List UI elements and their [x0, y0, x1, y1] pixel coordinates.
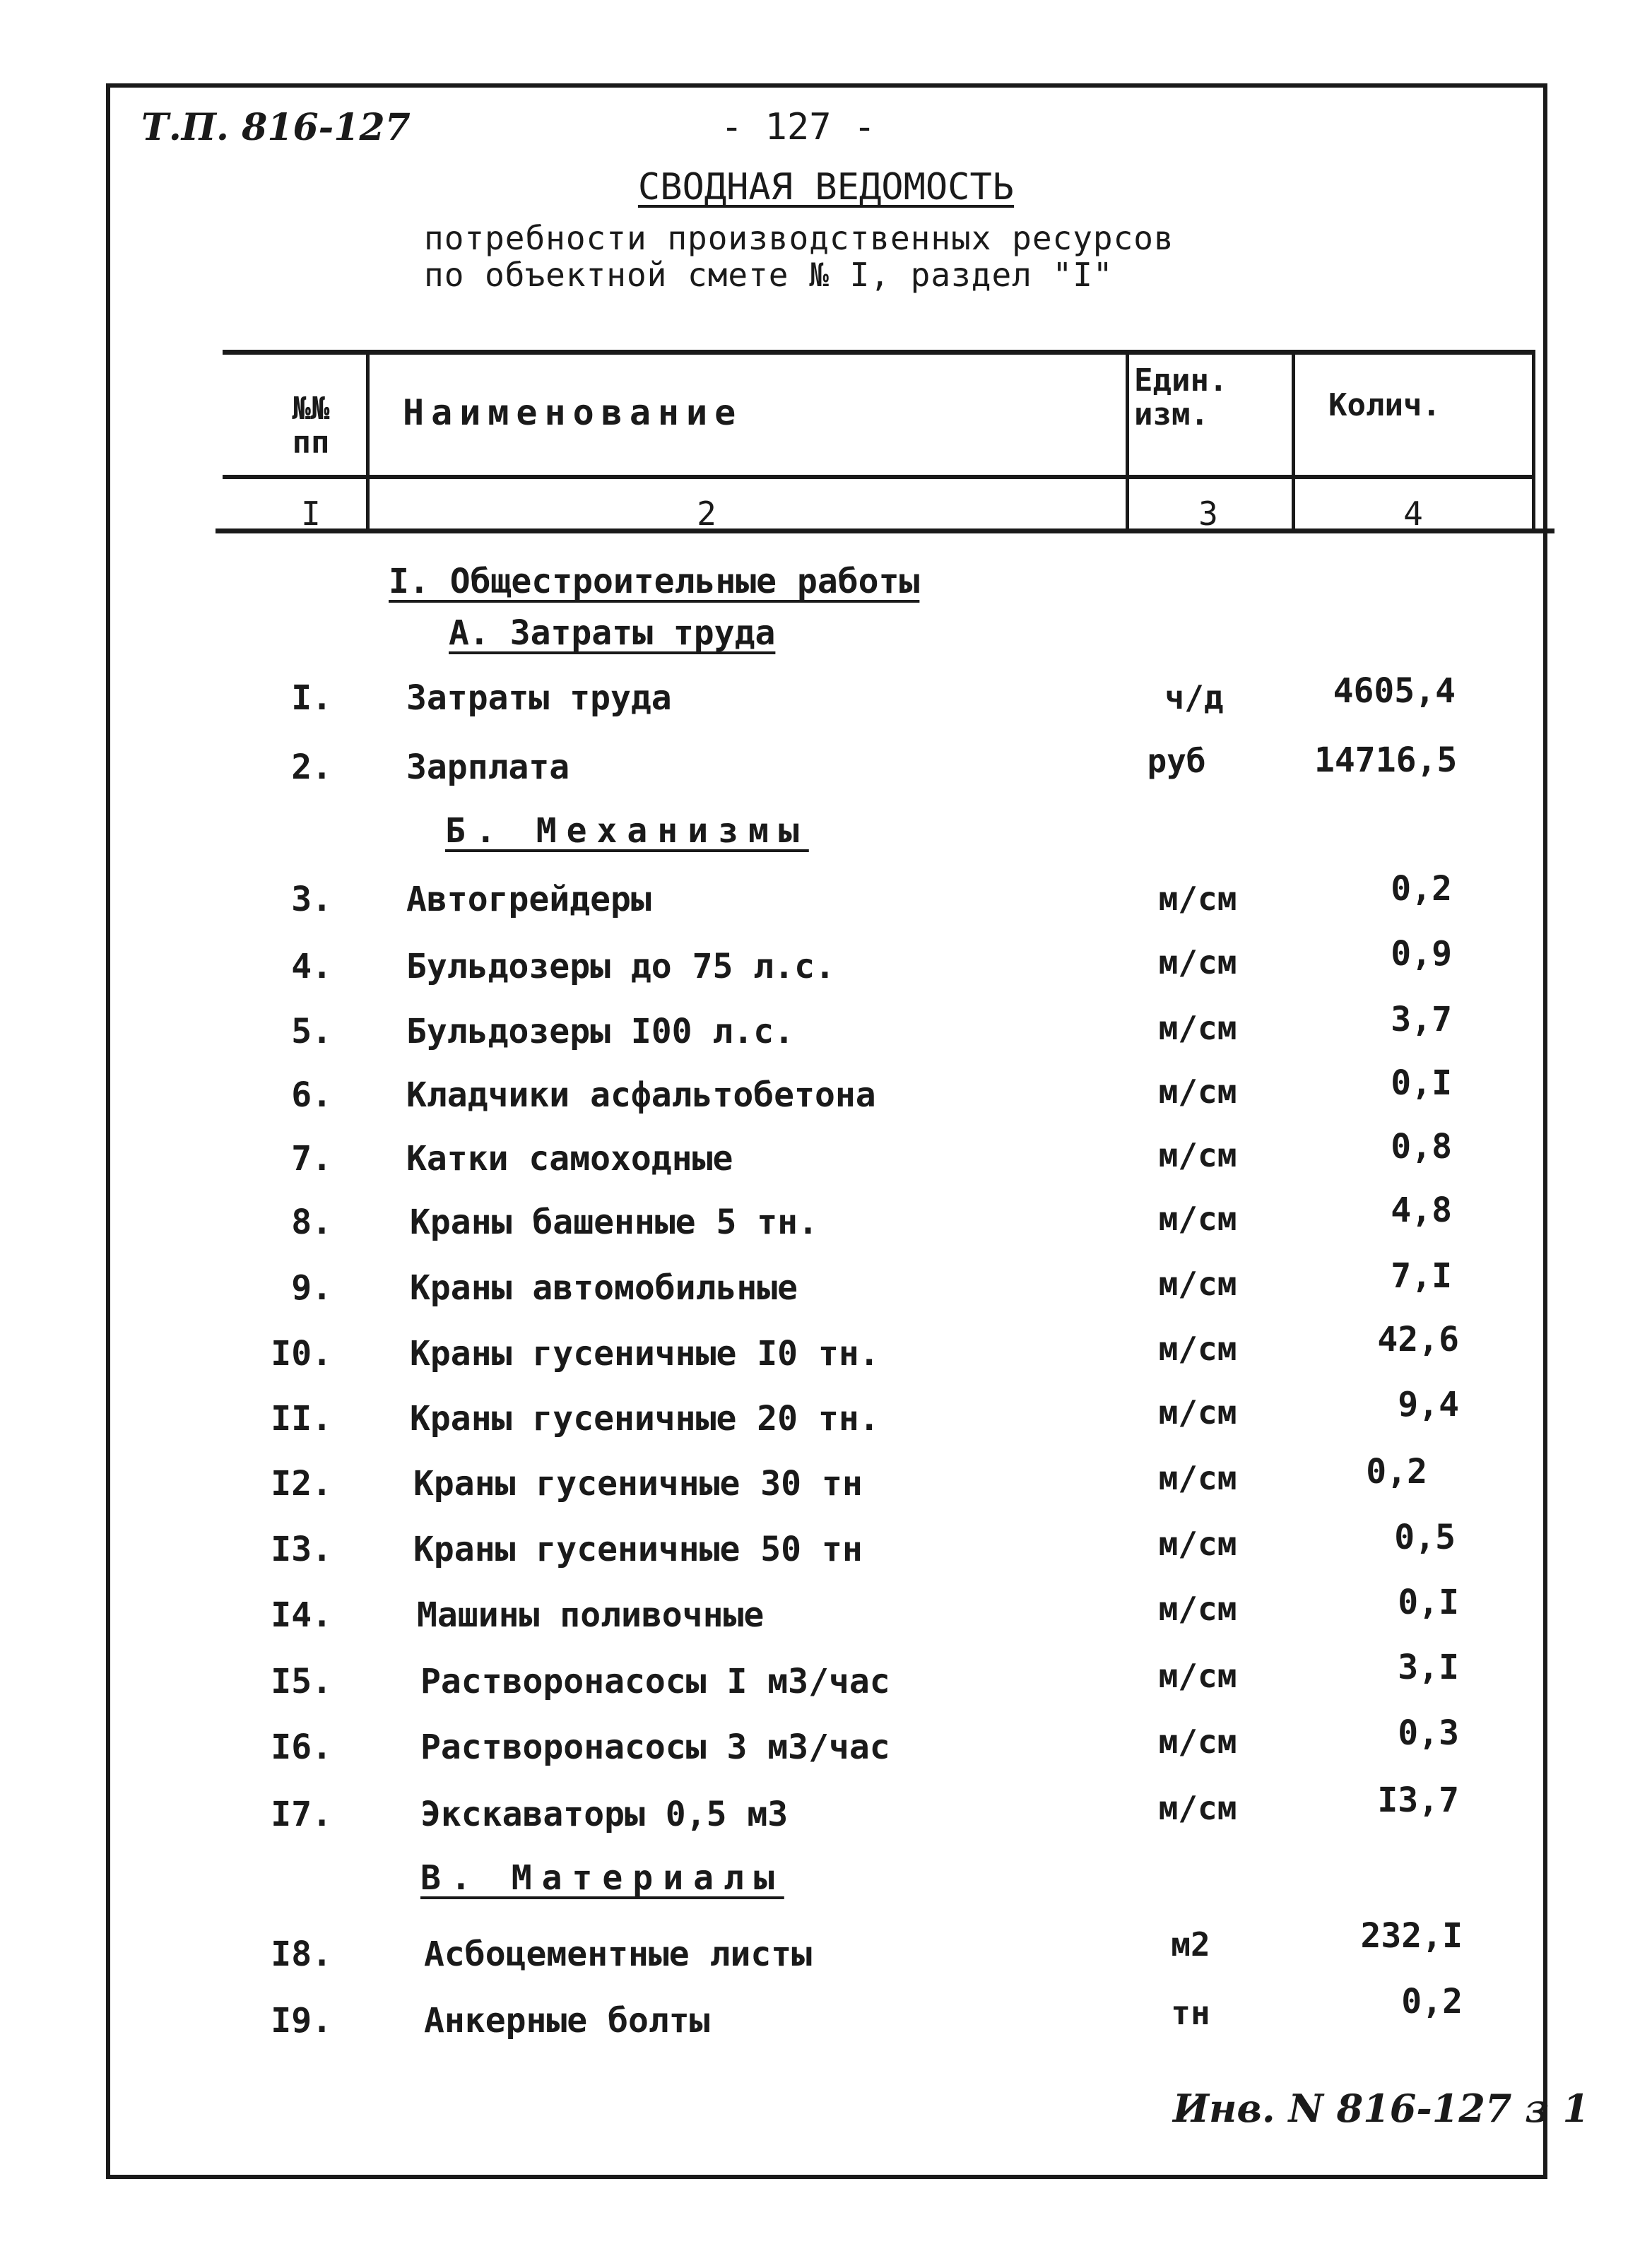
- row-quantity: 0,2: [1366, 1452, 1427, 1492]
- row-unit: м/см: [1158, 880, 1237, 918]
- row-name: Катки самоходные: [406, 1139, 733, 1179]
- column-header-quantity: Колич.: [1328, 387, 1441, 423]
- column-header-unit: [1134, 364, 1227, 432]
- row-number: I3.: [271, 1530, 332, 1569]
- row-name: Кладчики асфальтобетона: [406, 1075, 876, 1115]
- page-number: - 127 -: [721, 106, 876, 148]
- column-header-name: Наименование: [403, 392, 743, 433]
- row-name: Автогрейдеры: [406, 880, 651, 919]
- document-code: Т.П. 816-127: [141, 106, 411, 149]
- row-unit: м/см: [1158, 1657, 1237, 1695]
- row-name: Зарплата: [406, 748, 570, 787]
- row-quantity: 14716,5: [1314, 740, 1458, 780]
- row-name: Анкерные болты: [424, 2001, 710, 2041]
- inventory-number: Инв. N 816-127 з 1: [1173, 2086, 1590, 2131]
- row-name: Краны гусеничные 30 тн: [413, 1464, 863, 1504]
- column-header-unit-line-1: Един.: [1134, 362, 1228, 398]
- subtitle-line-2: по объектной смете № I, раздел "I": [424, 256, 1114, 294]
- column-header-unit-line-2: изм.: [1134, 396, 1209, 432]
- row-unit: м/см: [1158, 1073, 1237, 1111]
- column-number-1: I: [301, 495, 321, 533]
- row-name: Краны башенные 5 тн.: [410, 1203, 818, 1242]
- row-unit: м/см: [1158, 1789, 1237, 1827]
- row-name: Растворонасосы 3 м3/час: [420, 1728, 890, 1767]
- row-unit: м/см: [1158, 1723, 1237, 1761]
- row-name: Краны гусеничные 50 тн: [413, 1530, 863, 1569]
- row-unit: м/см: [1158, 1590, 1237, 1628]
- column-number-2: 2: [697, 495, 716, 533]
- row-name: Асбоцементные листы: [424, 1935, 813, 1974]
- column-number-3: 3: [1198, 495, 1218, 533]
- document-title-text: СВОДНАЯ ВЕДОМОСТЬ: [637, 166, 1015, 208]
- table-divider-1: [366, 350, 370, 532]
- row-quantity: I3,7: [1377, 1781, 1459, 1820]
- row-quantity: 0,I: [1398, 1583, 1459, 1622]
- row-name: Краны автомобильные: [410, 1268, 798, 1308]
- table-divider-3: [1292, 350, 1295, 532]
- row-quantity: 0,9: [1391, 934, 1452, 974]
- row-number: 2.: [291, 748, 332, 787]
- row-number: 7.: [291, 1139, 332, 1179]
- row-quantity: 7,I: [1391, 1256, 1452, 1296]
- row-unit: м/см: [1158, 1265, 1237, 1303]
- document-title: [0, 166, 1652, 208]
- column-header-number: №№ пп: [292, 391, 330, 461]
- row-quantity: 232,I: [1360, 1916, 1463, 1956]
- row-number: 5.: [291, 1012, 332, 1051]
- row-number: 8.: [291, 1203, 332, 1242]
- row-number: I0.: [271, 1334, 332, 1374]
- row-unit: ч/д: [1164, 678, 1224, 716]
- row-unit: м/см: [1158, 1200, 1237, 1238]
- row-quantity: 42,6: [1377, 1320, 1459, 1359]
- row-unit: м2: [1171, 1925, 1210, 1964]
- table-divider-2: [1126, 350, 1129, 532]
- row-unit: руб: [1147, 742, 1206, 780]
- section-heading-materials-text: В. Материалы: [420, 1858, 784, 1898]
- row-number: I6.: [271, 1728, 332, 1767]
- row-quantity: 0,I: [1391, 1063, 1452, 1103]
- row-quantity: 0,2: [1401, 1982, 1463, 2021]
- subtitle-line-1: потребности производственных ресурсов: [424, 219, 1174, 257]
- row-name: Краны гусеничные 20 тн.: [410, 1399, 880, 1439]
- section-heading-machines-text: Б. Механизмы: [445, 811, 809, 851]
- row-quantity: 9,4: [1398, 1385, 1459, 1424]
- table-colnum-rule: [216, 528, 1554, 533]
- row-name: Бульдозеры I00 л.с.: [406, 1012, 795, 1051]
- row-name: Машины поливочные: [417, 1595, 765, 1635]
- row-quantity: 0,5: [1394, 1518, 1456, 1557]
- row-name: Экскаваторы 0,5 м3: [420, 1795, 789, 1834]
- row-number: 4.: [291, 947, 332, 986]
- row-number: I9.: [271, 2001, 332, 2041]
- table-header-rule: [223, 475, 1533, 479]
- row-unit: м/см: [1158, 1393, 1237, 1431]
- row-number: I7.: [271, 1795, 332, 1834]
- row-quantity: 3,7: [1391, 1000, 1452, 1039]
- row-unit: м/см: [1158, 1009, 1237, 1047]
- row-name: Затраты труда: [406, 678, 672, 718]
- section-heading-materials: [420, 1858, 784, 1898]
- column-number-4: 4: [1403, 495, 1423, 533]
- row-name: Растворонасосы I м3/час: [420, 1662, 890, 1701]
- row-name: Бульдозеры до 75 л.с.: [406, 947, 835, 986]
- row-quantity: 0,3: [1398, 1713, 1459, 1753]
- row-quantity: 4605,4: [1333, 671, 1456, 711]
- section-heading-labor-text: А. Затраты труда: [449, 613, 776, 653]
- row-unit: м/см: [1158, 1136, 1237, 1174]
- row-quantity: 4,8: [1391, 1191, 1452, 1230]
- section-heading-main-text: I. Общестроительные работы: [389, 562, 920, 601]
- row-number: I2.: [271, 1464, 332, 1504]
- row-number: II.: [271, 1399, 332, 1439]
- row-quantity: 0,2: [1391, 869, 1452, 909]
- table-top-rule: [223, 350, 1533, 355]
- row-quantity: 3,I: [1398, 1648, 1459, 1687]
- row-name: Краны гусеничные I0 тн.: [410, 1334, 880, 1374]
- row-number: 9.: [291, 1268, 332, 1308]
- row-quantity: 0,8: [1391, 1127, 1452, 1167]
- row-number: I.: [291, 678, 332, 718]
- row-number: I4.: [271, 1595, 332, 1635]
- row-unit: м/см: [1158, 943, 1237, 981]
- row-number: I8.: [271, 1935, 332, 1974]
- row-number: 3.: [291, 880, 332, 919]
- row-number: 6.: [291, 1075, 332, 1115]
- row-unit: м/см: [1158, 1330, 1237, 1368]
- section-heading-labor: [449, 613, 775, 653]
- table-divider-4: [1532, 350, 1535, 532]
- section-heading-machines: [445, 811, 809, 851]
- row-unit: тн: [1171, 1994, 1210, 2032]
- row-number: I5.: [271, 1662, 332, 1701]
- section-heading-main: [389, 562, 919, 601]
- row-unit: м/см: [1158, 1459, 1237, 1497]
- row-unit: м/см: [1158, 1525, 1237, 1563]
